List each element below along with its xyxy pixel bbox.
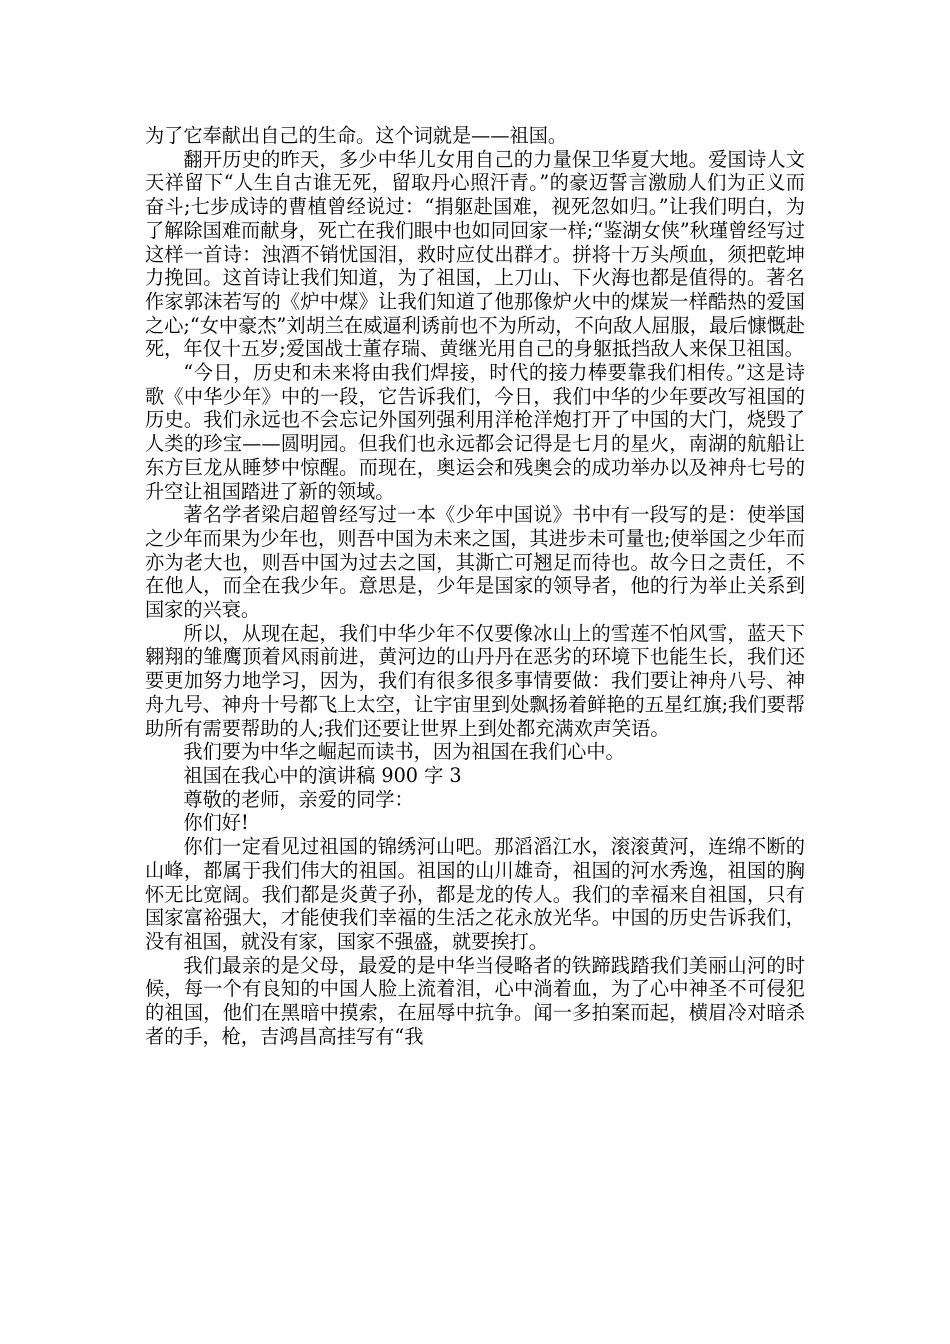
paragraph-6: 我们要为中华之崛起而读书，因为祖国在我们心中。	[183, 740, 625, 764]
paragraph-5: 所以，从现在起，我们中华少年不仅要像冰山上的雪莲不怕风雪，蓝天下翱翔的雏鹰顶着风雨前进，黄河边的山丹丹在恶劣的环境下也能生长，我们还要更加努力地学习，因为，我们有很多很多事情要做：我们要让神舟八号、神舟九号、神舟十号都飞上太空，让宇宙里到处飘扬着鲜艳的五星红旗;我们要帮助所有需要帮助的人;我们还要让世界上到处都充满欢声笑语。	[145, 621, 805, 740]
section-title: 祖国在我心中的演讲稿 900 字 3	[183, 763, 462, 787]
document-body	[145, 124, 805, 1048]
paragraph-2: 翻开历史的昨天，多少中华儿女用自己的力量保卫华夏大地。爱国诗人文天祥留下“人生自古谁无死，留取丹心照汗青。”的豪迈誓言激励人们为正义而奋斗;七步成诗的曹植曾经说过：“捐躯赴国难，视死忽如归。”让我们明白，为了解除国难而献身，死亡在我们眼中也如同回家一样;“鉴湖女侠”秋瑾曾经写过这样一首诗：浊酒不销忧国泪，救时应仗出群才。拼将十万头颅血，须把乾坤力挽回。这首诗让我们知道，为了祖国，上刀山、下火海也都是值得的。著名作家郭沫若写的《炉中煤》让我们知道了他那像炉火中的煤炭一样酷热的爱国之心;“女中豪杰”刘胡兰在威逼利诱前也不为所动，不向敌人屈服，最后慷慨赴死，年仅十五岁;爱国战士董存瑞、黄继光用自己的身躯抵挡敌人来保卫祖国。	[145, 147, 805, 361]
salutation: 尊敬的老师，亲爱的同学：	[183, 787, 414, 811]
paragraph-11: 我们最亲的是父母，最爱的是中华当侵略者的铁蹄践踏我们美丽山河的时候，每一个有良知的中国人脸上流着泪，心中淌着血，为了心中神圣不可侵犯的祖国，他们在黑暗中摸索，在屈辱中抗争。闻一多拍案而起，横眉冷对暗杀者的手，枪，吉鸿昌高挂写有“我	[145, 953, 805, 1048]
paragraph-10: 你们一定看见过祖国的锦绣河山吧。那滔滔江水，滚滚黄河，连绵不断的山峰，都属于我们伟大的祖国。祖国的山川雄奇，祖国的河水秀逸，祖国的胸怀无比宽阔。我们都是炎黄子孙，都是龙的传人。我们的幸福来自祖国，只有国家富裕强大，才能使我们幸福的生活之花永放光华。中国的历史告诉我们，没有祖国，就没有家，国家不强盛，就要挨打。	[145, 835, 805, 953]
paragraph-4: 著名学者梁启超曾经写过一本《少年中国说》书中有一段写的是：使举国之少年而果为少年也，则吾中国为未来之国，其进步未可量也;使举国之少年而亦为老大也，则吾中国为过去之国，其澌亡可翘足而待也。故今日之责任，不在他人，而全在我少年。意思是，少年是国家的领导者，他的行为举止关系到国家的兴衰。	[145, 503, 805, 622]
paragraph-1: 为了它奉献出自己的生命。这个词就是——祖国。	[145, 124, 568, 147]
paragraph-3: “今日，历史和未来将由我们焊接，时代的接力棒要靠我们相传。”这是诗歌《中华少年》中的一段，它告诉我们，今日，我们中华的少年要改写祖国的历史。我们永远也不会忘记外国列强利用洋枪洋炮打开了中国的大门，烧毁了人类的珍宝——圆明园。但我们也永远都会记得是七月的星火，南湖的航船让东方巨龙从睡梦中惊醒。而现在，奥运会和残奥会的成功举办以及神舟七号的升空让祖国踏进了新的领域。	[145, 361, 805, 503]
greeting: 你们好!	[183, 811, 249, 835]
